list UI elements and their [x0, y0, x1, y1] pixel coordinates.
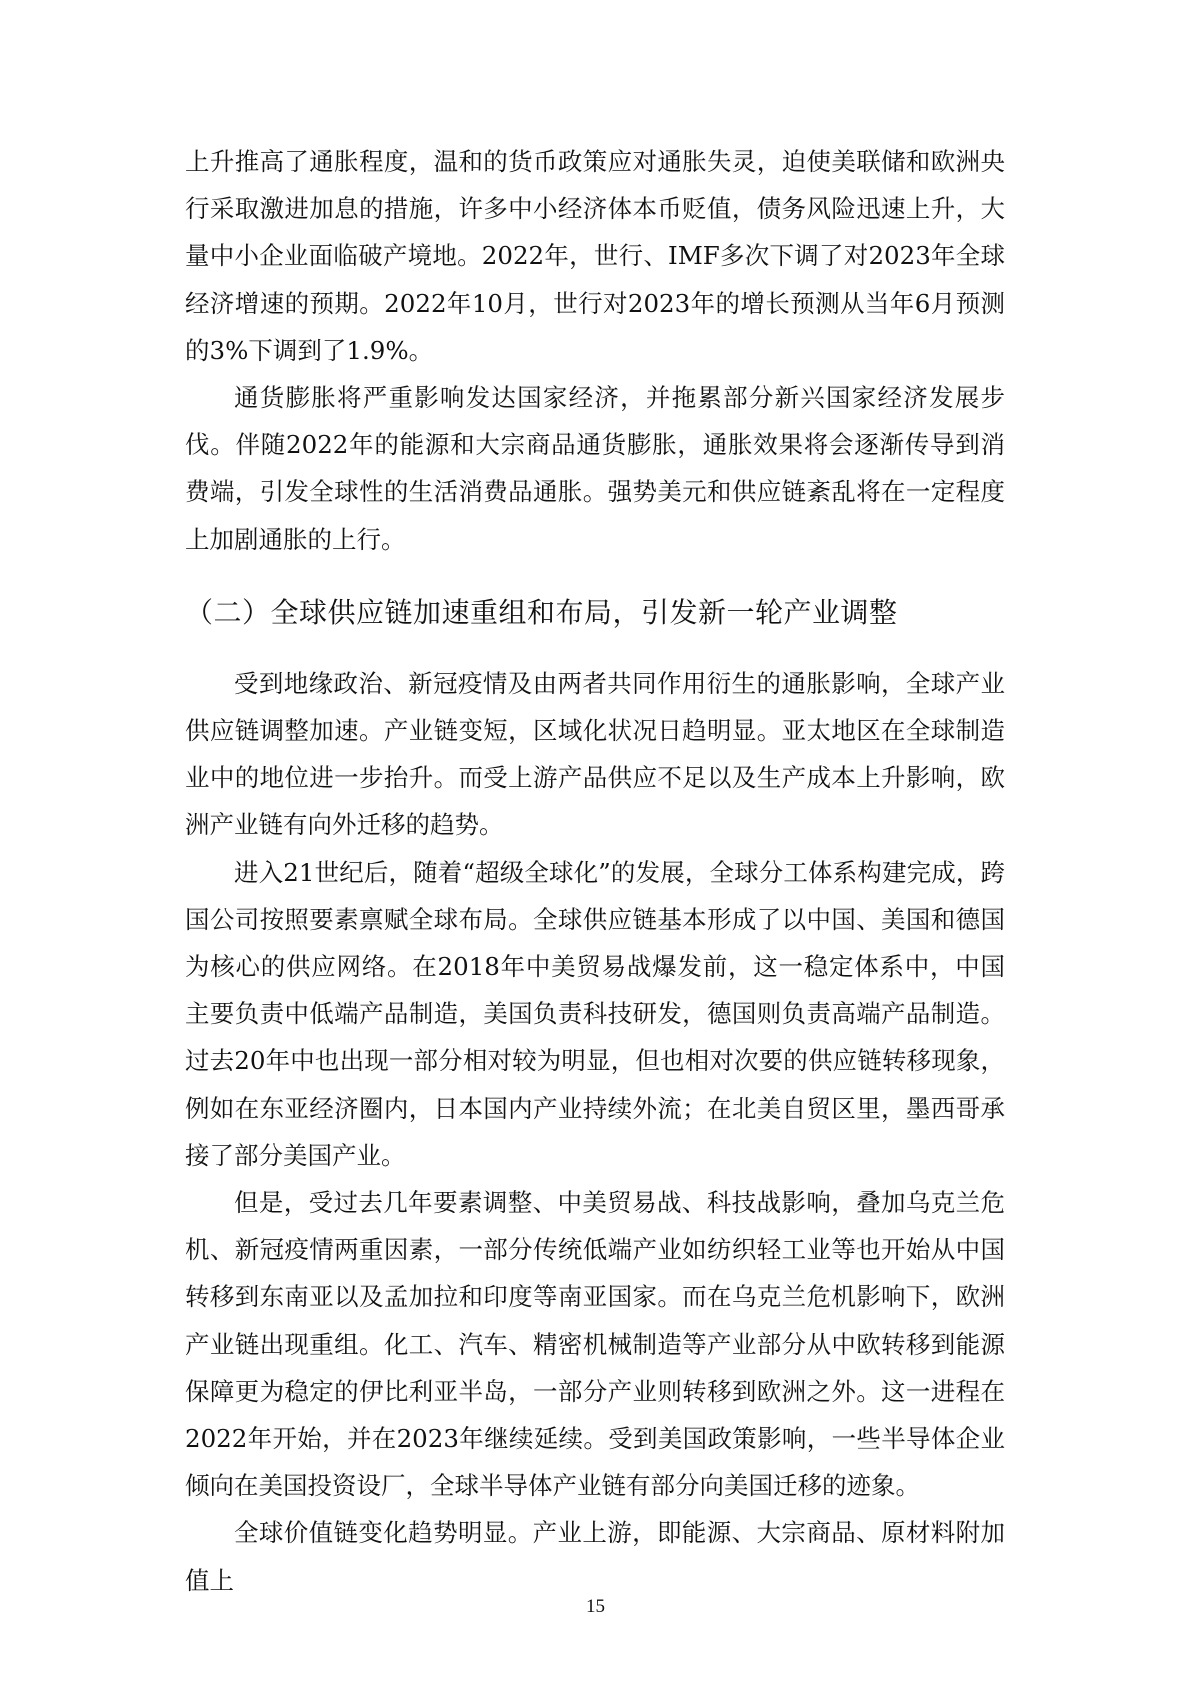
paragraph-value-chain: 全球价值链变化趋势明显。产业上游，即能源、大宗商品、原材料附加值上 [185, 1518, 1005, 1595]
section-heading: （二）全球供应链加速重组和布局，引发新一轮产业调整 [185, 595, 898, 629]
paragraph-industry-relocation: 但是，受过去几年要素调整、中美贸易战、科技战影响，叠加乌克兰危机、新冠疫情两重因素，一部分传统低端产业如纺织轻工业等也开始从中国转移到东南亚以及孟加拉和印度等南亚国家。而在乌克兰危机影响下，欧洲产业链出现重组。化工、汽车、精密机械制造等产业部分从中欧转移到能源保障更为稳定的伊比利亚半岛，一部分产业则转移到欧洲之外。这一进程在2022年开始，并在2023年继续延续。受到美国政策影响，一些半导体企业倾向在美国投资设厂，全球半导体产业链有部分向美国迁移的迹象。 [185, 1188, 1005, 1501]
paragraph-continuation: 上升推高了通胀程度，温和的货币政策应对通胀失灵，迫使美联储和欧洲央行采取激进加息的措施，许多中小经济体本币贬值，债务风险迅速上升，大量中小企业面临破产境地。2022年，世行、IMF多次下调了对2023年全球经济增速的预期。2022年10月，世行对2023年的增长预测从当年6月预测的3%下调到了1.9%。 [185, 147, 1005, 365]
paragraph-globalization-history: 进入21世纪后，随着“超级全球化”的发展，全球分工体系构建完成，跨国公司按照要素禀赋全球布局。全球供应链基本形成了以中国、美国和德国为核心的供应网络。在2018年中美贸易战爆发前，这一稳定体系中，中国主要负责中低端产品制造，美国负责科技研发，德国则负责高端产品制造。过去20年中也出现一部分相对较为明显，但也相对次要的供应链转移现象，例如在东亚经济圈内，日本国内产业持续外流；在北美自贸区里，墨西哥承接了部分美国产业。 [185, 857, 1005, 1170]
document-body [185, 138, 1005, 1604]
paragraph-supply-chain-adjustment: 受到地缘政治、新冠疫情及由两者共同作用衍生的通胀影响，全球产业供应链调整加速。产业链变短，区域化状况日趋明显。亚太地区在全球制造业中的地位进一步抬升。而受上游产品供应不足以及生产成本上升影响，欧洲产业链有向外迁移的趋势。 [185, 668, 1005, 840]
paragraph-inflation-impact: 通货膨胀将严重影响发达国家经济，并拖累部分新兴国家经济发展步伐。伴随2022年的能源和大宗商品通货膨胀，通胀效果将会逐渐传导到消费端，引发全球性的生活消费品通胀。强势美元和供应链紊乱将在一定程度上加剧通胀的上行。 [185, 383, 1005, 554]
page-number: 15 [586, 1596, 605, 1617]
